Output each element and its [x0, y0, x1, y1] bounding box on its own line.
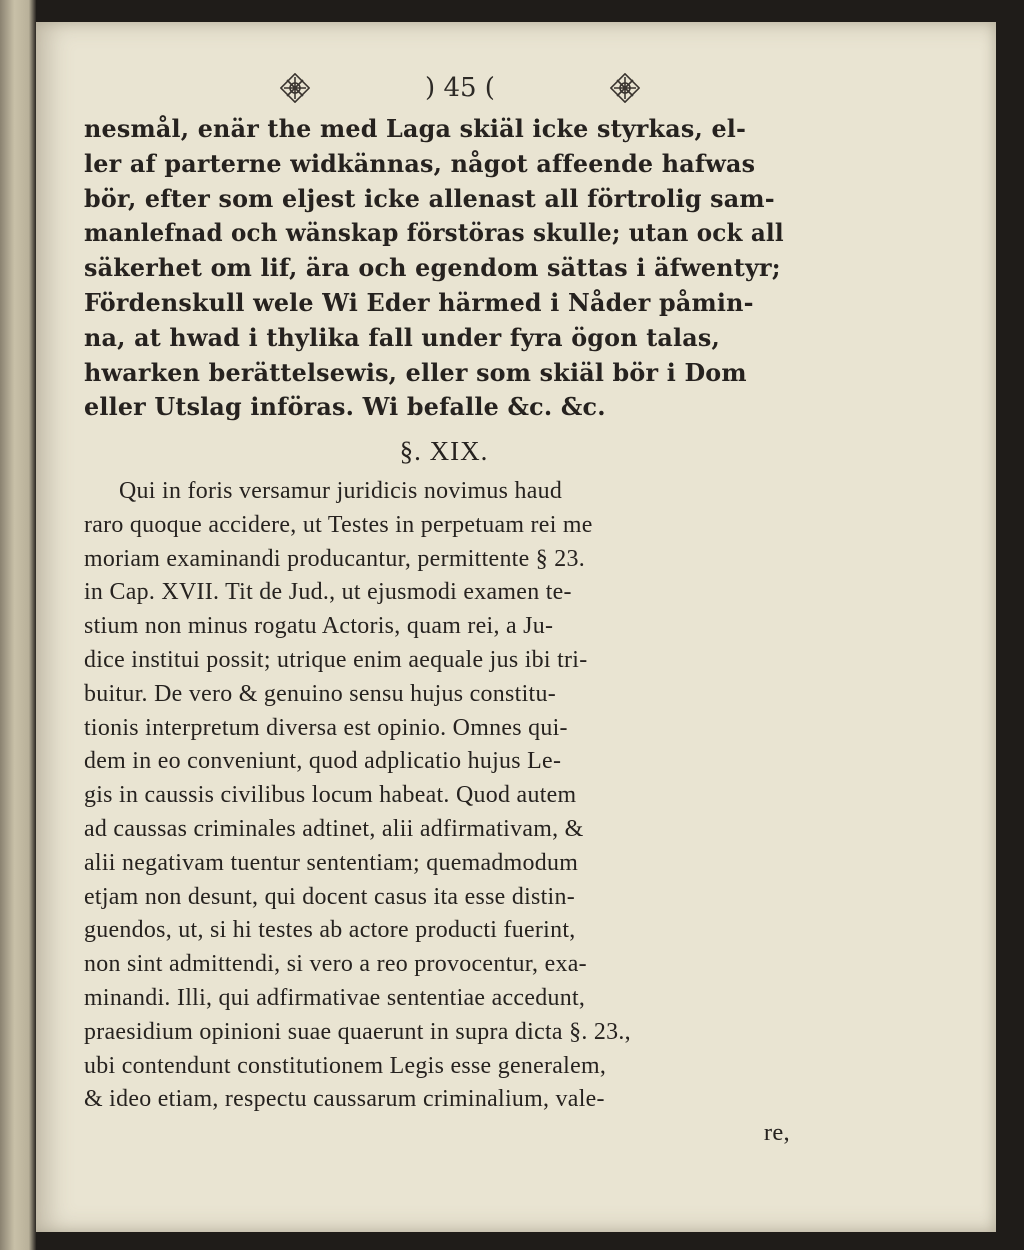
text-line: ler af parterne widkännas, något affeende hafwas	[84, 148, 756, 178]
text-line: dem in eo conveniunt, quod adplicatio hujus Le-	[84, 747, 562, 775]
text-line: etjam non desunt, qui docent casus ita esse distin-	[84, 882, 576, 910]
text-line: praesidium opinioni suae quaerunt in supra dicta §. 23.,	[84, 1017, 631, 1045]
floral-ornament-icon	[610, 73, 640, 103]
text-line: dice institui possit; utrique enim aequale jus ibi tri-	[84, 645, 588, 673]
text-line: alii negativam tuentur sententiam; quemadmodum	[84, 848, 579, 876]
text-line: na, at hwad i thylika fall under fyra ögon talas,	[84, 322, 721, 352]
text-line: minandi. Illi, qui adfirmativae sententiae accedunt,	[84, 983, 586, 1011]
text-line: guendos, ut, si hi testes ab actore producti fuerint,	[84, 916, 576, 944]
text-line: buitur. De vero & genuino sensu hujus constitu-	[84, 679, 556, 707]
floral-ornament-icon	[280, 73, 310, 103]
text-line: stium non minus rogatu Actoris, quam rei, a Ju-	[84, 612, 554, 640]
text-line: & ideo etiam, respectu caussarum criminalium, vale-	[84, 1085, 605, 1113]
text-line: gis in caussis civilibus locum habeat. Quod autem	[84, 781, 577, 809]
text-line: tionis interpretum diversa est opinio. Omnes qui-	[84, 713, 568, 741]
catchword: re,	[763, 1119, 790, 1147]
text-line: manlefnad och wänskap förstöras skulle; utan ock all	[84, 218, 784, 248]
text-line: non sint admittendi, si vero a reo provocentur, exa-	[84, 950, 587, 978]
text-line: raro quoque accidere, ut Testes in perpetuam rei me	[84, 510, 593, 538]
text-line: nesmål, enär the med Laga skiäl icke styrkas, el-	[84, 114, 747, 143]
text-line: ubi contendunt constitutionem Legis esse generalem,	[84, 1051, 607, 1079]
text-line: moriam examinandi producantur, permittente § 23.	[84, 544, 586, 572]
text-line: säkerhet om lif, ära och egendom sättas i äfwentyr;	[84, 253, 781, 283]
book-spine-edge	[0, 0, 36, 1250]
text-line: hwarken berättelsewis, eller som skiäl bör i Dom	[84, 357, 747, 387]
page-header	[280, 68, 640, 108]
page-number: ) 45 (	[425, 73, 495, 103]
text-line: Fördenskull wele Wi Eder härmed i Nåder påmin-	[84, 287, 754, 317]
text-line: in Cap. XVII. Tit de Jud., ut ejusmodi examen te-	[84, 578, 572, 606]
text-line: Qui in foris versamur juridicis novimus haud	[119, 477, 563, 504]
text-line: bör, efter som eljest icke allenast all förtrolig sam-	[84, 183, 775, 213]
latin-paragraph	[84, 474, 804, 1150]
text-line: ad caussas criminales adtinet, alii adfirmativam, &	[84, 814, 584, 842]
text-line: eller Utslag införas. Wi befalle &c. &c.	[84, 392, 606, 422]
swedish-paragraph	[84, 112, 804, 425]
section-heading: §. XIX.	[399, 436, 489, 466]
